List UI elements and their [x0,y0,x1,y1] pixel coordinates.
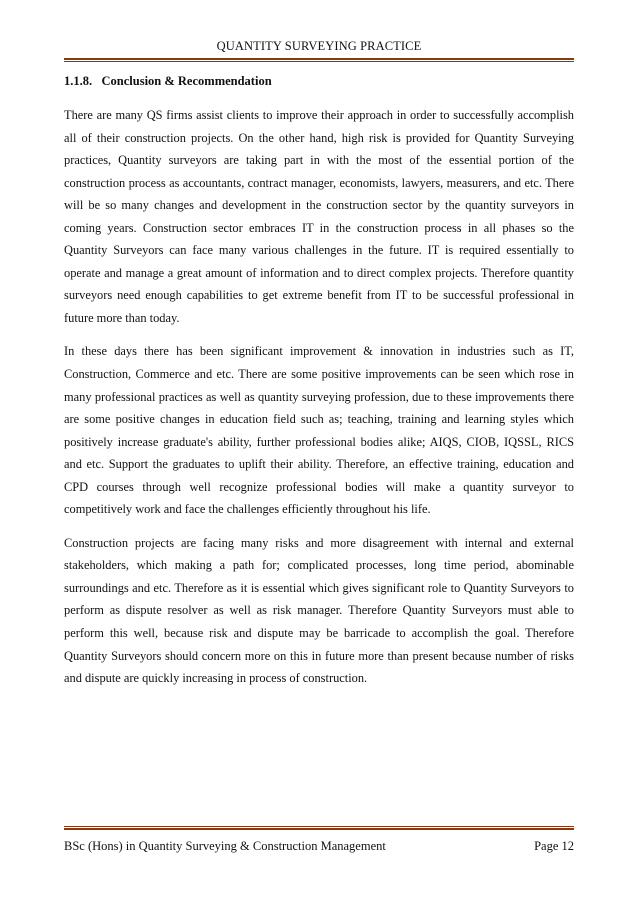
footer-course-title: BSc (Hons) in Quantity Surveying & Construction Management [64,839,386,853]
section-heading: 1.1.8. Conclusion & Recommendation [64,74,272,88]
paragraph-1: There are many QS firms assist clients to improve their approach in order to successfully accomplish all of their construction projects. On the other hand, high risk is provided for Quantity Surveying practices, Quantity surveyors are taking part in with the most of the essential portion of the construction process as accountants, contract manager, economists, lawyers, measurers, and etc. There will be so many changes and development in the construction sector by the quantity surveyors in coming years. Construction sector embraces IT in the construction process in all phases so the Quantity Surveyors can face many various challenges in the future. IT is required essentially to operate and manage a great amount of information and to direct complex projects. Therefore quantity surveyors need enough capabilities to get extreme benefit from IT to be successful professional in future more than today. [64,108,574,325]
header-rule [64,58,574,62]
page-number: Page 12 [534,839,574,853]
paragraph-3: Construction projects are facing many risks and more disagreement with internal and external stakeholders, which making a path for; complicated processes, long time period, abominable surroundings and etc. Therefore as it is essential which gives significant role to Quantity Surveyors to perform as dispute resolver as well as risk manager. Therefore Quantity Surveyors must able to perform this well, because risk and dispute may be barricade to accomplish the goal. Therefore Quantity Surveyors should concern more on this in future more than present because number of risks and dispute are quickly increasing in process of construction. [64,535,574,686]
paragraph-2: In these days there has been significant improvement & innovation in industries such as IT, Construction, Commerce and etc. There are some positive improvements can be seen which rose in many professional practices as well as quantity surveying profession, due to these improvements there are some positive changes in education field such as; teaching, training and learning styles which positively increase graduate's ability, further professional bodies alike; AIQS, CIOB, IQSSL, RICS and etc. Support the graduates to uplift their ability. Therefore, an effective training, education and CPD courses through well recognize professional bodies will make a quantity surveyor to competitively work and face the challenges efficiently throughout his life. [64,344,574,517]
body-text [64,104,574,701]
footer-rule [64,826,574,830]
running-header: QUANTITY SURVEYING PRACTICE [216,39,422,53]
